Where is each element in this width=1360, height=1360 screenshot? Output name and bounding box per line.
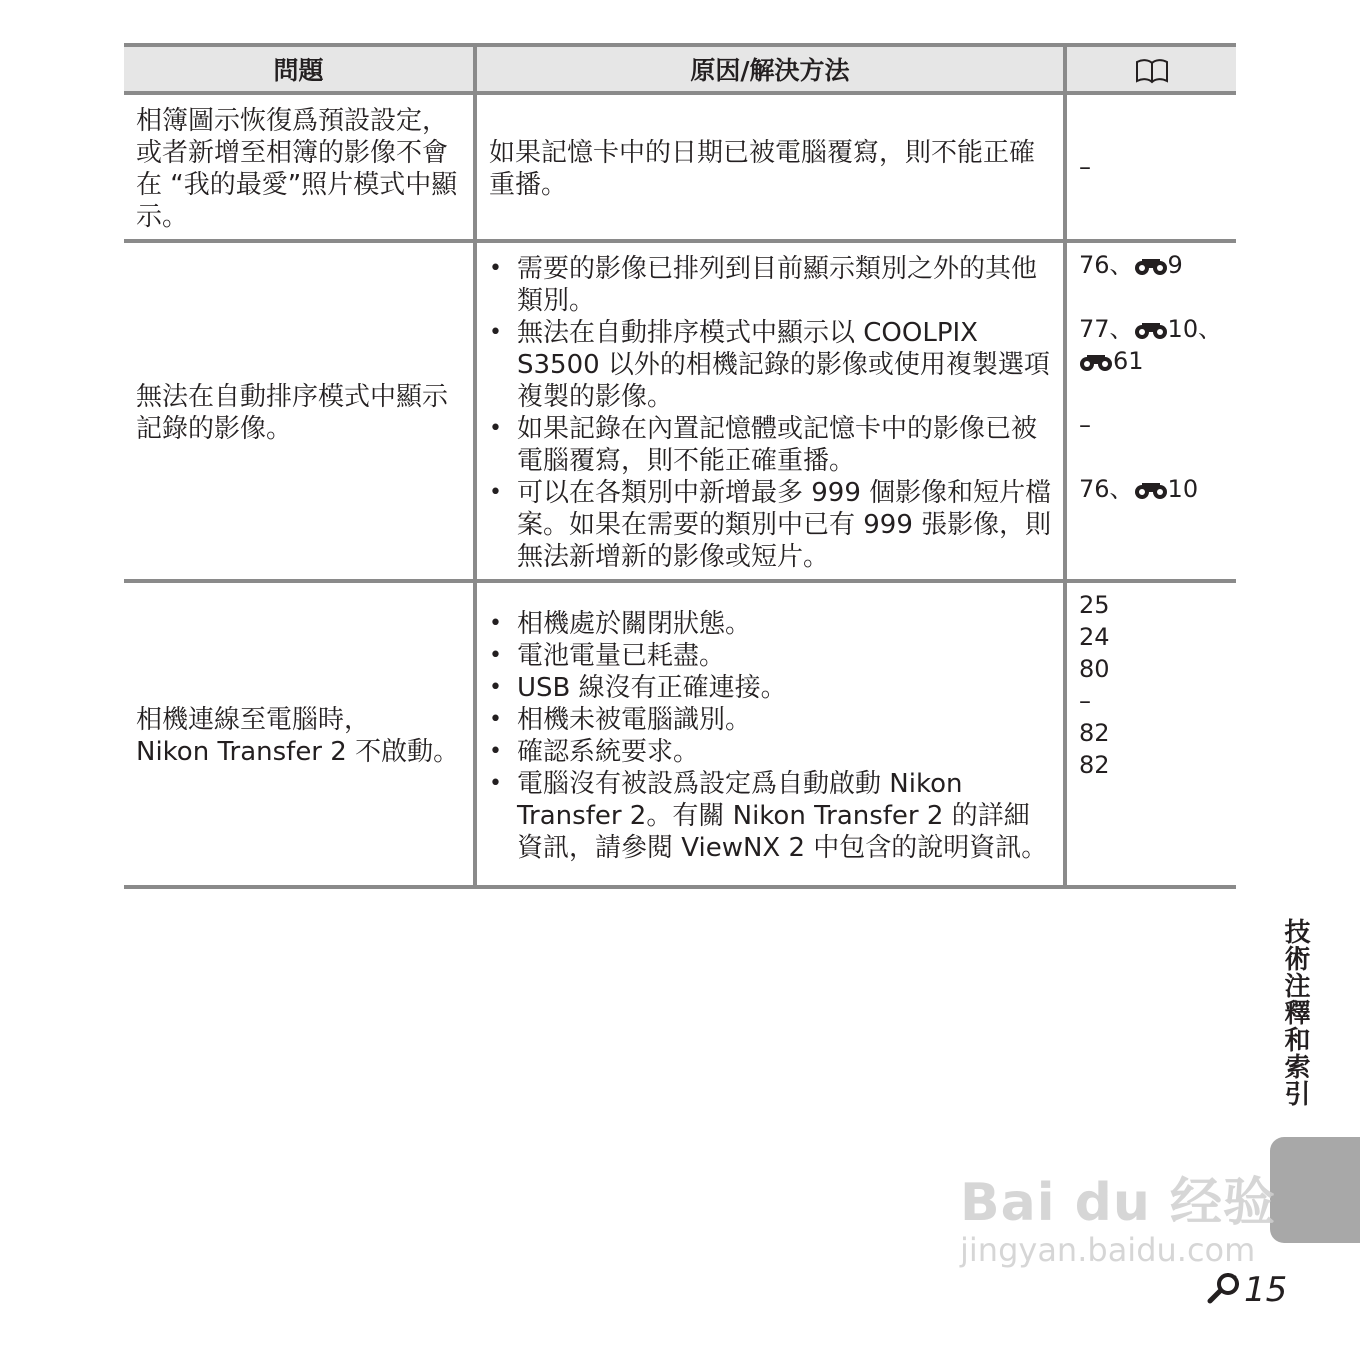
cause-cell — [475, 581, 1065, 887]
table-header-row — [124, 45, 1236, 93]
section-title: 技術注釋和索引 — [1280, 918, 1310, 1107]
reference-line: 82 — [1079, 751, 1110, 779]
header-problem: 問題 — [124, 45, 475, 93]
table-row — [124, 93, 1236, 241]
reference-cell — [1065, 581, 1236, 887]
list-item: • 無法在自動排序模式中顯示以 COOLPIX S3500 以外的相機記錄的影像或使用複製選項複製的影像。 — [489, 317, 1053, 413]
reference-line: 61 — [1079, 345, 1226, 377]
cause-list — [489, 253, 1053, 573]
reference-line: 82 — [1079, 719, 1110, 747]
book-icon — [1135, 58, 1169, 84]
binoculars-icon — [1134, 320, 1168, 340]
table-row — [124, 241, 1236, 581]
cause-cell: 如果記憶卡中的日期已被電腦覆寫，則不能正確重播。 — [475, 93, 1065, 241]
reference-line: 25 — [1079, 591, 1110, 619]
list-item: • 電池電量已耗盡。 — [489, 640, 1053, 672]
list-item: • USB 線沒有正確連接。 — [489, 672, 1053, 704]
reference-line: 76、 10 — [1079, 475, 1199, 503]
reference-cell — [1065, 241, 1236, 581]
page-number — [1206, 1270, 1287, 1310]
reference-line: 76、 9 — [1079, 251, 1183, 279]
problem-cell: 無法在自動排序模式中顯示記錄的影像。 — [124, 241, 475, 581]
reference-line: 80 — [1079, 655, 1110, 683]
cause-cell — [475, 241, 1065, 581]
reference-line: 24 — [1079, 623, 1110, 651]
list-item: • 可以在各類別中新增最多 999 個影像和短片檔案。如果在需要的類別中已有 999 張影像，則無法新增新的影像或短片。 — [489, 477, 1053, 573]
list-item: • 需要的影像已排列到目前顯示類別之外的其他類別。 — [489, 253, 1053, 317]
reference-line: 77、 10、 — [1079, 315, 1223, 343]
problem-cell: 相簿圖示恢復爲預設設定，或者新增至相簿的影像不會在 “我的最愛”照片模式中顯示。 — [124, 93, 475, 241]
reference-icon — [1206, 1271, 1242, 1305]
reference-line: – — [1079, 411, 1091, 439]
reference-cell: – — [1065, 93, 1236, 241]
binoculars-icon — [1134, 480, 1168, 500]
watermark — [960, 1160, 1276, 1269]
binoculars-icon — [1134, 256, 1168, 276]
cause-list — [489, 608, 1053, 864]
troubleshooting-table — [124, 43, 1236, 889]
list-item: • 確認系統要求。 — [489, 736, 1053, 768]
list-item: • 相機未被電腦識別。 — [489, 704, 1053, 736]
header-reference — [1065, 45, 1236, 93]
page-number-value: 15 — [1244, 1270, 1288, 1310]
watermark-brand: Bai du 经验 — [960, 1173, 1276, 1233]
list-item: • 相機處於關閉狀態。 — [489, 608, 1053, 640]
section-tab — [1270, 1137, 1360, 1243]
binoculars-icon — [1079, 352, 1113, 372]
watermark-url: jingyan.baidu.com — [960, 1231, 1256, 1269]
header-cause: 原因/解決方法 — [475, 45, 1065, 93]
reference-line: – — [1079, 687, 1091, 715]
problem-cell — [124, 581, 475, 887]
list-item: • 電腦沒有被設爲設定爲自動啟動 Nikon Transfer 2。有關 Nikon Transfer 2 的詳細資訊，請參閱 ViewNX 2 中包含的說明資訊。 — [489, 768, 1053, 864]
problem-line: Nikon Transfer 2 不啟動。 — [136, 737, 460, 767]
problem-line: 相機連線至電腦時， — [136, 705, 371, 735]
table-row — [124, 581, 1236, 887]
list-item: • 如果記錄在內置記憶體或記憶卡中的影像已被電腦覆寫，則不能正確重播。 — [489, 413, 1053, 477]
